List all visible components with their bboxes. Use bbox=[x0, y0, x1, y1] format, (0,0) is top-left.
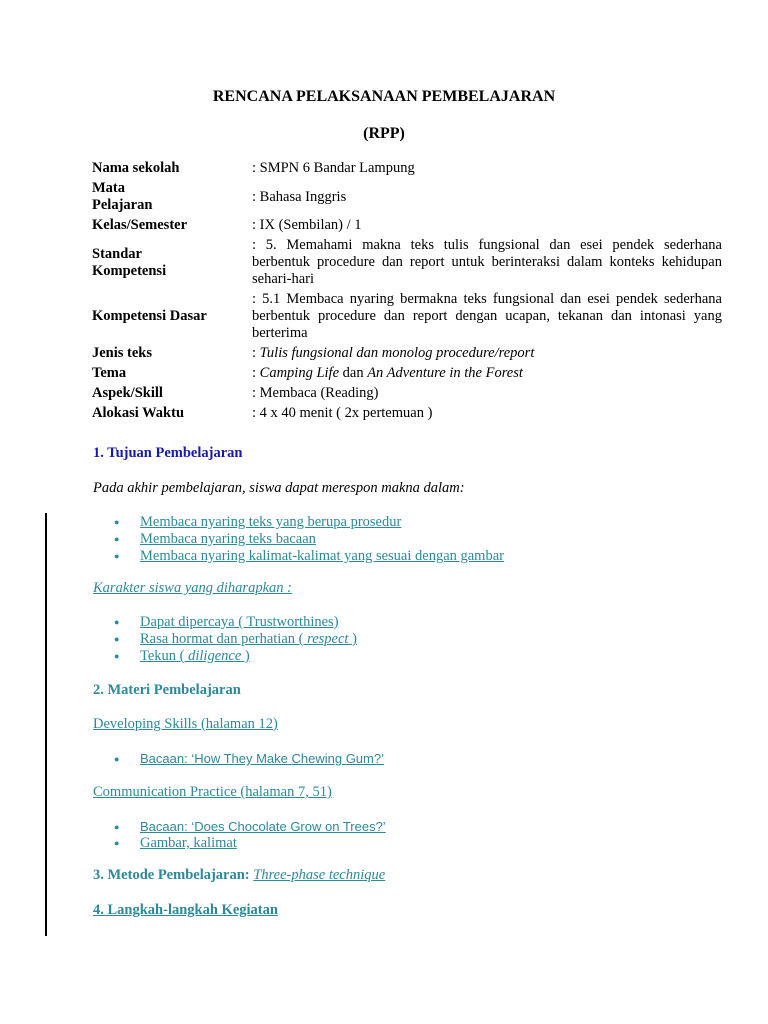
document-subtitle: (RPP) bbox=[363, 125, 405, 142]
label-kompetensi-dasar: Kompetensi Dasar bbox=[92, 308, 207, 324]
tujuan-intro: Pada akhir pembelajaran, siswa dapat merespon makna dalam: bbox=[93, 480, 465, 496]
margin-change-bar bbox=[45, 513, 47, 936]
value-kompetensi-dasar: : 5.1 Membaca nyaring bermakna teks fungsional dan esei pendek sederhana berbentuk procedure dan report dengan ucapan, tekanan dan intonasi yang berterima bbox=[252, 291, 722, 341]
value-standar-kompetensi: : 5. Memahami makna teks tulis fungsional dan esei pendek sederhana berbentuk procedure dan report untuk berinteraksi dalam konteks kehidupan sehari-hari bbox=[252, 237, 722, 287]
comm-practice-list bbox=[114, 818, 386, 852]
bullet-dot-icon: ● bbox=[114, 534, 120, 545]
label-alokasi-waktu: Alokasi Waktu bbox=[92, 405, 185, 421]
dev-skills-list bbox=[114, 750, 384, 767]
bullet-dot-icon: ● bbox=[114, 838, 120, 849]
bullet-dot-icon: ● bbox=[114, 551, 120, 562]
label-jenis-teks: Jenis teks bbox=[92, 345, 153, 361]
bullet-dot-icon: ● bbox=[114, 651, 120, 662]
label-tema: Tema bbox=[92, 365, 127, 381]
list-item[interactable]: ● Rasa hormat dan perhatian ( respect ) bbox=[114, 631, 357, 647]
list-item[interactable]: ● Tekun ( diligence ) bbox=[114, 648, 250, 664]
value-aspek-skill: : Membaca (Reading) bbox=[252, 385, 379, 401]
value-kelas-semester: : IX (Sembilan) / 1 bbox=[252, 217, 362, 233]
list-item[interactable]: ● Membaca nyaring kalimat-kalimat yang sesuai dengan gambar bbox=[114, 548, 504, 564]
bullet-dot-icon: ● bbox=[114, 822, 120, 833]
row-aspek-skill bbox=[92, 385, 722, 402]
section-heading-metode: 3. Metode Pembelajaran: Three-phase technique bbox=[93, 867, 386, 883]
communication-practice-link[interactable]: Communication Practice (halaman 7, 51) bbox=[93, 784, 332, 800]
karakter-list bbox=[114, 614, 357, 665]
section-heading-materi: 2. Materi Pembelajaran bbox=[93, 682, 241, 698]
value-alokasi-waktu: : 4 x 40 menit ( 2x pertemuan ) bbox=[252, 405, 433, 421]
value-mata-pelajaran: : Bahasa Inggris bbox=[252, 188, 347, 205]
value-nama-sekolah: : SMPN 6 Bandar Lampung bbox=[252, 160, 415, 176]
row-nama-sekolah bbox=[92, 160, 722, 177]
value-tema: : Camping Life dan An Adventure in the Forest bbox=[252, 365, 523, 381]
row-mata-pelajaran bbox=[92, 180, 722, 214]
karakter-heading[interactable]: Karakter siswa yang diharapkan : bbox=[93, 580, 292, 596]
row-alokasi-waktu bbox=[92, 405, 722, 422]
list-item[interactable]: ● Bacaan: ‘Does Chocolate Grow on Trees?’ bbox=[114, 818, 386, 835]
document-title: RENCANA PELAKSANAAN PEMBELAJARAN bbox=[212, 88, 556, 105]
goals-list bbox=[114, 514, 504, 565]
label-standar-kompetensi: Standar Kompetensi bbox=[92, 245, 167, 279]
value-jenis-teks: : Tulis fungsional dan monolog procedure/report bbox=[252, 345, 535, 361]
list-item[interactable]: ● Membaca nyaring teks yang berupa prosedur bbox=[114, 514, 402, 530]
row-jenis-teks bbox=[92, 345, 722, 362]
label-nama-sekolah: Nama sekolah bbox=[92, 160, 180, 176]
row-kelas-semester bbox=[92, 217, 722, 234]
developing-skills-link[interactable]: Developing Skills (halaman 12) bbox=[93, 716, 278, 732]
list-item[interactable]: ● Gambar, kalimat bbox=[114, 835, 237, 851]
bullet-dot-icon: ● bbox=[114, 634, 120, 645]
label-kelas-semester: Kelas/Semester bbox=[92, 217, 188, 233]
list-item[interactable]: ● Bacaan: ‘How They Make Chewing Gum?’ bbox=[114, 750, 384, 767]
list-item[interactable]: ● Membaca nyaring teks bacaan bbox=[114, 531, 316, 547]
row-standar-kompetensi bbox=[92, 237, 722, 288]
row-tema bbox=[92, 365, 722, 382]
label-mata-pelajaran: Mata Pelajaran bbox=[92, 180, 153, 213]
list-item[interactable]: ● Dapat dipercaya ( Trustworthines) bbox=[114, 614, 339, 630]
label-aspek-skill: Aspek/Skill bbox=[92, 385, 163, 401]
section-heading-langkah[interactable]: 4. Langkah-langkah Kegiatan bbox=[93, 902, 278, 918]
bullet-dot-icon: ● bbox=[114, 517, 120, 528]
bullet-dot-icon: ● bbox=[114, 754, 120, 765]
section-heading-tujuan: 1. Tujuan Pembelajaran bbox=[93, 445, 243, 461]
bullet-dot-icon: ● bbox=[114, 617, 120, 628]
row-kompetensi-dasar bbox=[92, 291, 722, 342]
identity-table bbox=[92, 160, 722, 425]
